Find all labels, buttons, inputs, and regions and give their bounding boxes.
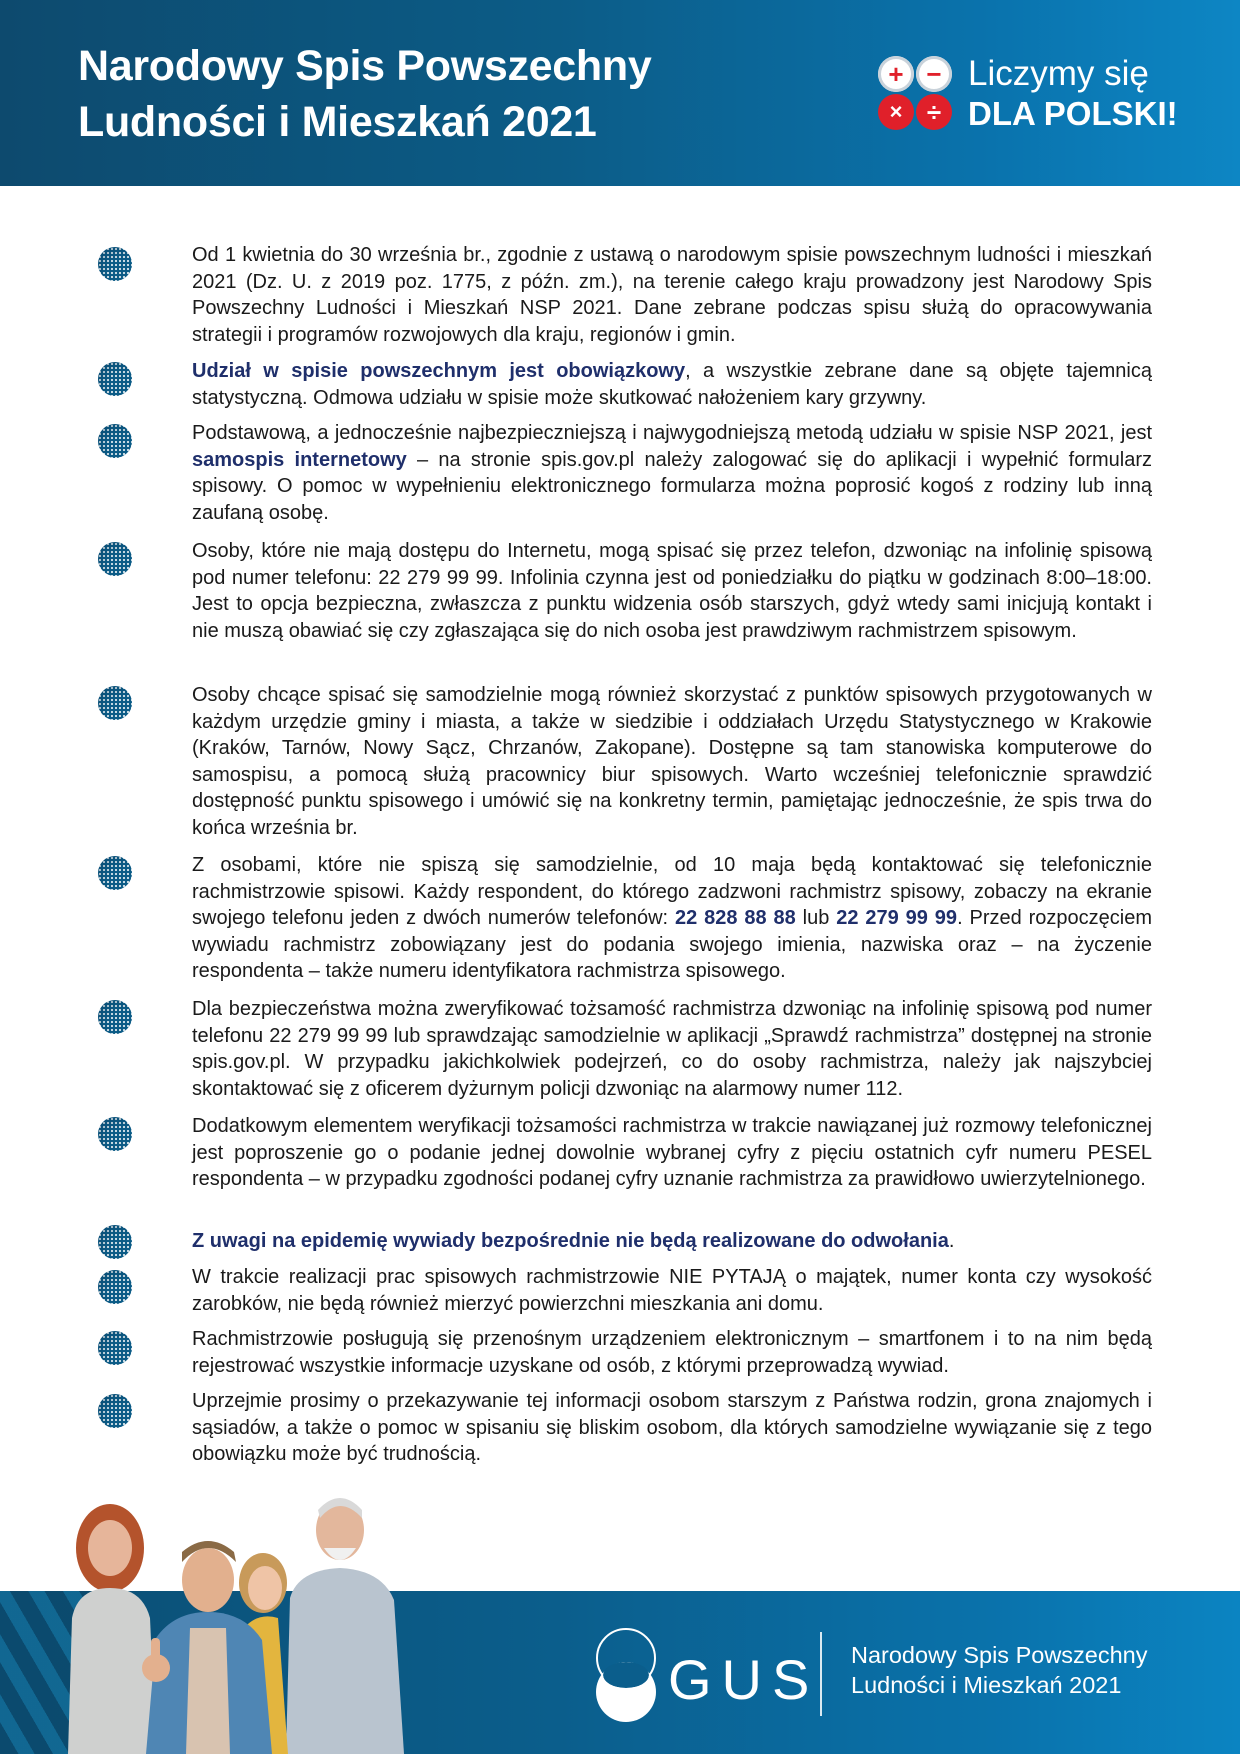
bullet-dot-icon (98, 856, 132, 890)
paragraph-not-asking: W trakcie realizacji prac spisowych rachmistrzowie NIE PYTAJĄ o majątek, numer konta czy wysokość zarobków, nie będą również mierzyć powierzchni mieszkania ani domu. (192, 1266, 1152, 1315)
online-census-highlight: samospis internetowy (192, 448, 407, 471)
footer-divider (820, 1632, 822, 1716)
enumerator-text-before: Z osobami, które nie spiszą się samodzielnie, od 10 maja będą kontaktować się telefonicznie rachmistrzowie spisowi. Każdy respondent, do którego zadzwoni rachmistrz spisowy, zobaczy na ekranie swojego telefonu jeden z dwóch numerów telefonów: (192, 854, 1152, 930)
paragraph-enumerator-calls (192, 852, 1152, 985)
divide-icon: ÷ (916, 94, 952, 130)
minus-icon: − (916, 56, 952, 92)
bullet-dot-icon (98, 1394, 132, 1428)
online-census-text-before: Podstawową, a jednocześnie najbezpieczniejszą i najwygodniejszą metodą udziału w spisie NSP 2021, jest (192, 422, 1152, 444)
slogan-line1: Liczymy się (968, 54, 1149, 93)
paragraph-verify-identity: Dla bezpieczeństwa można zweryfikować tożsamość rachmistrza dzwoniąc na infolinię spisową pod numer telefonu 22 279 99 99 lub sprawdzając samodzielnie w aplikacji „Sprawdź rachmistrza” dostępnej na stronie spis.gov.pl. W przypadku jakichkolwiek podejrzeń, co do osoby rachmistrza, należy jak najszybciej skontaktować się z oficerem dyżurnym policji dzwoniąc na alarmowy numer 112. (192, 998, 1152, 1100)
paragraph-census-points: Osoby chcące spisać się samodzielnie mogą również skorzystać z punktów spisowych przygotowanych w każdym urzędzie gminy i miasta, a także w siedzibie i oddziałach Urzędu Statystycznego w Krakowie (Kraków, Tarnów, Nowy Sącz, Chrzanów, Zakopane). Dostępne są tam stanowiska komputerowe do samospisu, a pomocą służą pracownicy biur spisowych. Warto wcześniej telefonicznie sprawdzić dostępność punktu spisowego i umówić się na konkretny termin, pamiętając jednocześnie, że spis trwa do końca września br. (192, 684, 1152, 839)
paragraph-online-census (192, 420, 1152, 526)
phone-number-1: 22 828 88 88 (674, 907, 796, 930)
gus-logo (596, 1628, 820, 1724)
campaign-logo (878, 54, 1208, 134)
bullet-dot-icon (98, 247, 132, 281)
bullet-dot-icon (98, 1331, 132, 1365)
page-title (78, 38, 651, 150)
bullet-dot-icon (98, 1225, 132, 1259)
bullet-dot-icon (98, 1117, 132, 1151)
bullet-dot-icon (98, 424, 132, 458)
bullet-dot-icon (98, 542, 132, 576)
paragraph-pesel-verification: Dodatkowym elementem weryfikacji tożsamości rachmistrza w trakcie nawiązanej już rozmowy telefonicznej jest poproszenie go o podanie jednej dowolnie wybranej cyfry z pięciu ostatnich cyfr numeru PESEL respondenta – w przypadku zgodności podanej cyfry uznanie rachmistrza za prawidłowo uwierzytelnionego. (192, 1115, 1152, 1191)
family-photo (58, 1488, 418, 1754)
bullet-dot-icon (98, 1270, 132, 1304)
campaign-slogan (968, 54, 1178, 134)
paragraph-census-dates: Od 1 kwietnia do 30 września br., zgodnie z ustawą o narodowym spisie powszechnym ludności i mieszkań 2021 (Dz. U. z 2019 poz. 1775, z późn. zm.), na terenie całego kraju prowadzony jest Narodowy Spis Powszechny Ludności i Mieszkań NSP 2021. Dane zebrane podczas spisu służą do opracowywania strategii i programów rozwojowych dla kraju, regionów i gmin. (192, 244, 1152, 346)
page-title-line2: Ludności i Mieszkań 2021 (78, 98, 597, 146)
bullet-dot-icon (98, 1000, 132, 1034)
plus-icon: + (878, 56, 914, 92)
paragraph-epidemic-notice (192, 1228, 1152, 1255)
footer-title-line2: Ludności i Mieszkań 2021 (851, 1672, 1122, 1698)
math-operators-icon (878, 56, 954, 132)
enumerator-text-middle: lub (795, 907, 837, 930)
paragraph-request: Uprzejmie prosimy o przekazywanie tej informacji osobom starszym z Państwa rodzin, grona znajomych i sąsiadów, a także o pomoc w spisaniu się bliskim osobom, dla których samodzielne wywiązanie się z tego obowiązku może być trudnością. (192, 1390, 1152, 1466)
mandatory-text: , a wszystkie zebrane dane są objęte tajemnicą statystyczną. Odmowa udziału w spisie może skutkować nałożeniem kary grzywny. (192, 360, 1152, 409)
bullet-dot-icon (98, 362, 132, 396)
epidemic-highlight: Z uwagi na epidemię wywiady bezpośrednie nie będą realizowane do odwołania (192, 1230, 949, 1252)
online-census-text-after: – na stronie spis.gov.pl należy zalogować się do aplikacji i wypełnić formularz spisowy. O pomoc w wypełnieniu elektronicznego formularza można poprosić kogoś z rodziny lub inną zaufaną osobę. (192, 448, 1152, 524)
header-banner (0, 0, 1240, 186)
phone-number-2: 22 279 99 99 (836, 907, 958, 930)
times-icon: × (878, 94, 914, 130)
epidemic-text: . (948, 1230, 955, 1252)
footer-title-line1: Narodowy Spis Powszechny (851, 1642, 1148, 1668)
bullet-dot-icon (98, 686, 132, 720)
page-title-line1: Narodowy Spis Powszechny (78, 42, 652, 90)
footer-title (851, 1640, 1148, 1700)
paragraph-mandatory (192, 358, 1152, 411)
gus-logo-lens-icon (603, 1662, 649, 1688)
enumerator-text-after: . Przed rozpoczęciem wywiadu rachmistrz zobowiązany jest do podania swojego imienia, nazwiska oraz – na życzenie respondenta – także numeru identyfikatora rachmistrza spisowego. (192, 907, 1153, 983)
paragraph-phone-census: Osoby, które nie mają dostępu do Internetu, mogą spisać się przez telefon, dzwoniąc na infolinię spisową pod numer telefonu: 22 279 99 99. Infolinia czynna jest od poniedziałku do piątku w godzinach 8:00–18:00. Jest to opcja bezpieczna, zwłaszcza z punktu widzenia osób starszych, gdyż wtedy sami inicjują kontakt i nie muszą obawiać się czy zgłaszająca się do nich osoba jest prawdziwym rachmistrzem spisowym. (192, 540, 1152, 642)
slogan-line2: DLA POLSKI! (968, 95, 1178, 132)
paragraph-smartphone: Rachmistrzowie posługują się przenośnym urządzeniem elektronicznym – smartfonem i to na nim będą rejestrować wszystkie informacje uzyskane od osób, z którymi przeprowadzą wywiad. (192, 1328, 1152, 1377)
mandatory-highlight: Udział w spisie powszechnym jest obowiązkowy (192, 360, 686, 382)
gus-logo-text: GUS (668, 1648, 820, 1711)
